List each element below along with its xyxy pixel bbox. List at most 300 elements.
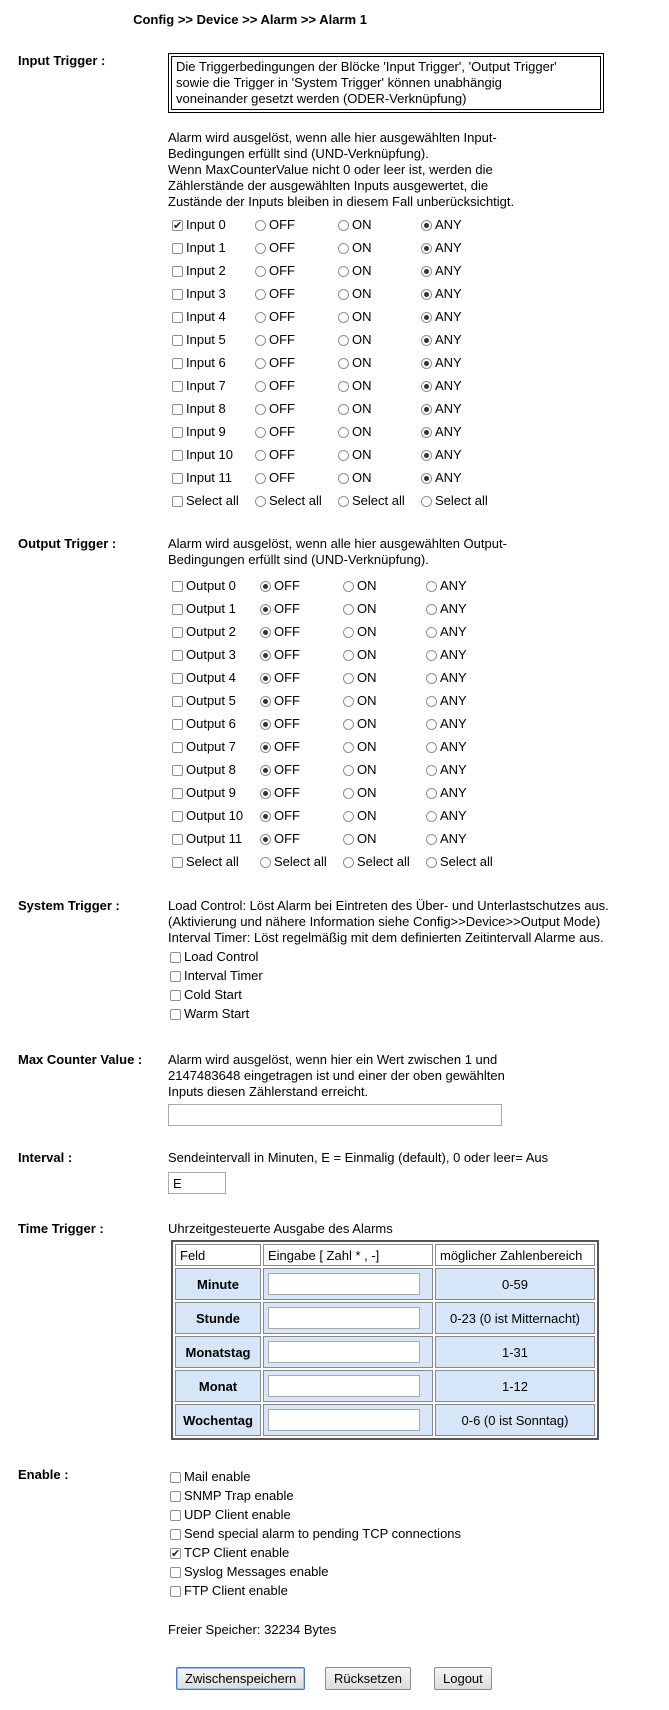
output-radio-any[interactable] <box>426 761 467 779</box>
system-trigger-item[interactable] <box>170 986 242 1004</box>
time-field-input[interactable] <box>268 1341 420 1363</box>
radio-button[interactable] <box>338 450 349 461</box>
input-checkbox-cell[interactable] <box>172 469 232 487</box>
select-all-label: Select all <box>186 854 239 869</box>
radio-button[interactable] <box>426 627 437 638</box>
system-trigger-item[interactable] <box>170 967 263 985</box>
input-radio-on[interactable] <box>338 469 372 487</box>
radio-label: OFF <box>274 693 300 708</box>
time-field-input-cell <box>263 1404 433 1436</box>
output-row <box>172 784 632 804</box>
table-row <box>175 1302 595 1334</box>
input-radio-any[interactable] <box>421 239 462 257</box>
radio-button[interactable] <box>426 719 437 730</box>
interval-input[interactable] <box>168 1172 226 1194</box>
output-checkbox[interactable] <box>172 673 183 684</box>
enable-item-label: Syslog Messages enable <box>184 1564 329 1579</box>
radio-button[interactable] <box>421 427 432 438</box>
output-radio-any[interactable] <box>426 577 467 595</box>
output-name: Output 7 <box>186 739 236 754</box>
checkbox[interactable] <box>172 857 183 868</box>
output-radio-any[interactable] <box>426 646 467 664</box>
output-radio-off[interactable] <box>260 692 300 710</box>
output-checkbox[interactable] <box>172 788 183 799</box>
radio-button[interactable] <box>260 627 271 638</box>
input-checkbox-cell[interactable] <box>172 239 226 257</box>
input-checkbox-cell[interactable] <box>172 423 226 441</box>
radio-button[interactable] <box>426 742 437 753</box>
input-radio-off[interactable] <box>255 239 295 257</box>
radio-button[interactable] <box>343 673 354 684</box>
radio-button[interactable] <box>255 427 266 438</box>
output-name: Output 0 <box>186 578 236 593</box>
input-checkbox[interactable] <box>172 243 183 254</box>
input-radio-off[interactable] <box>255 216 295 234</box>
time-field-input[interactable] <box>268 1273 420 1295</box>
input-checkbox[interactable] <box>172 335 183 346</box>
input-radio-on[interactable] <box>338 308 372 326</box>
output-select-all-on[interactable] <box>343 853 410 871</box>
radio-button[interactable] <box>343 857 354 868</box>
radio-button[interactable] <box>343 627 354 638</box>
radio-button[interactable] <box>260 765 271 776</box>
output-checkbox-cell[interactable] <box>172 692 236 710</box>
radio-button[interactable] <box>255 496 266 507</box>
output-radio-any[interactable] <box>426 807 467 825</box>
output-checkbox-cell[interactable] <box>172 807 243 825</box>
radio-label: ON <box>352 286 372 301</box>
input-name: Input 11 <box>186 470 233 485</box>
radio-button[interactable] <box>426 857 437 868</box>
radio-label: OFF <box>269 217 295 232</box>
output-checkbox-cell[interactable] <box>172 669 236 687</box>
radio-label: ANY <box>440 693 467 708</box>
input-radio-off[interactable] <box>255 400 295 418</box>
output-radio-off[interactable] <box>260 830 300 848</box>
output-checkbox[interactable] <box>172 696 183 707</box>
radio-button[interactable] <box>426 811 437 822</box>
output-row <box>172 669 632 689</box>
output-radio-on[interactable] <box>343 692 377 710</box>
radio-button[interactable] <box>338 473 349 484</box>
input-radio-any[interactable] <box>421 469 462 487</box>
input-radio-any[interactable] <box>421 377 462 395</box>
table-header-row <box>175 1244 595 1266</box>
output-radio-off[interactable] <box>260 807 300 825</box>
output-radio-any[interactable] <box>426 784 467 802</box>
input-radio-on[interactable] <box>338 262 372 280</box>
input-checkbox[interactable] <box>172 450 183 461</box>
input-radio-off[interactable] <box>255 331 295 349</box>
input-radio-off[interactable] <box>255 285 295 303</box>
input-select-all-off[interactable] <box>255 492 322 510</box>
input-select-all-any[interactable] <box>421 492 488 510</box>
radio-button[interactable] <box>343 788 354 799</box>
input-select-all-checkbox[interactable] <box>172 492 239 510</box>
input-radio-any[interactable] <box>421 446 462 464</box>
radio-button[interactable] <box>426 765 437 776</box>
input-radio-on[interactable] <box>338 285 372 303</box>
radio-button[interactable] <box>255 266 266 277</box>
system-trigger-checkbox[interactable] <box>170 971 181 982</box>
radio-button[interactable] <box>343 811 354 822</box>
radio-button[interactable] <box>255 312 266 323</box>
enable-item[interactable] <box>170 1544 289 1562</box>
output-radio-on[interactable] <box>343 669 377 687</box>
output-radio-off[interactable] <box>260 646 300 664</box>
radio-button[interactable] <box>255 450 266 461</box>
radio-button[interactable] <box>260 834 271 845</box>
radio-button[interactable] <box>426 604 437 615</box>
output-select-all-off[interactable] <box>260 853 327 871</box>
enable-checkbox[interactable] <box>170 1548 181 1559</box>
save-button[interactable]: Zwischenspeichern <box>176 1667 305 1690</box>
input-radio-on[interactable] <box>338 400 372 418</box>
input-checkbox[interactable] <box>172 381 183 392</box>
output-checkbox-cell[interactable] <box>172 784 236 802</box>
radio-button[interactable] <box>260 673 271 684</box>
output-radio-on[interactable] <box>343 830 377 848</box>
radio-button[interactable] <box>260 650 271 661</box>
input-radio-on[interactable] <box>338 354 372 372</box>
output-radio-off[interactable] <box>260 600 300 618</box>
output-radio-on[interactable] <box>343 600 377 618</box>
input-radio-off[interactable] <box>255 354 295 372</box>
input-radio-any[interactable] <box>421 423 462 441</box>
input-radio-off[interactable] <box>255 262 295 280</box>
output-checkbox[interactable] <box>172 719 183 730</box>
radio-button[interactable] <box>338 496 349 507</box>
radio-button[interactable] <box>255 220 266 231</box>
time-field-name: Minute <box>175 1268 261 1300</box>
output-radio-any[interactable] <box>426 830 467 848</box>
radio-label: ON <box>357 601 377 616</box>
checkbox[interactable] <box>172 496 183 507</box>
input-radio-on[interactable] <box>338 216 372 234</box>
output-radio-on[interactable] <box>343 738 377 756</box>
output-radio-off[interactable] <box>260 669 300 687</box>
interval-description: Sendeintervall in Minuten, E = Einmalig (default), 0 oder leer= Aus <box>168 1150 549 1165</box>
output-radio-on[interactable] <box>343 646 377 664</box>
time-field-name: Stunde <box>175 1302 261 1334</box>
input-checkbox-cell[interactable] <box>172 354 226 372</box>
radio-button[interactable] <box>255 473 266 484</box>
input-checkbox-cell[interactable] <box>172 331 226 349</box>
input-checkbox[interactable] <box>172 220 183 231</box>
output-row <box>172 738 632 758</box>
enable-item-label: SNMP Trap enable <box>184 1488 294 1503</box>
output-checkbox[interactable] <box>172 811 183 822</box>
radio-button[interactable] <box>255 358 266 369</box>
radio-label: ON <box>357 739 377 754</box>
input-checkbox[interactable] <box>172 404 183 415</box>
time-field-input[interactable] <box>268 1375 420 1397</box>
radio-label: ANY <box>440 670 467 685</box>
enable-checkbox[interactable] <box>170 1491 181 1502</box>
output-radio-any[interactable] <box>426 669 467 687</box>
output-radio-on[interactable] <box>343 715 377 733</box>
output-trigger-label: Output Trigger : <box>18 536 117 551</box>
radio-button[interactable] <box>421 243 432 254</box>
input-checkbox-cell[interactable] <box>172 262 226 280</box>
enable-item[interactable] <box>170 1563 329 1581</box>
radio-button[interactable] <box>260 696 271 707</box>
radio-button[interactable] <box>421 381 432 392</box>
output-checkbox[interactable] <box>172 604 183 615</box>
select-all-label: Select all <box>357 854 410 869</box>
output-checkbox[interactable] <box>172 627 183 638</box>
radio-label: ANY <box>435 286 462 301</box>
radio-button[interactable] <box>338 381 349 392</box>
column-header-range: möglicher Zahlenbereich <box>435 1244 595 1266</box>
input-radio-on[interactable] <box>338 331 372 349</box>
output-name: Output 10 <box>186 808 244 823</box>
output-row <box>172 807 632 827</box>
output-radio-on[interactable] <box>343 577 377 595</box>
output-checkbox[interactable] <box>172 581 183 592</box>
output-radio-off[interactable] <box>260 623 300 641</box>
radio-button[interactable] <box>338 220 349 231</box>
radio-button[interactable] <box>426 673 437 684</box>
radio-button[interactable] <box>421 404 432 415</box>
input-row <box>172 216 632 236</box>
radio-button[interactable] <box>421 496 432 507</box>
input-name: Input 9 <box>186 424 226 439</box>
input-radio-any[interactable] <box>421 285 462 303</box>
input-row <box>172 239 632 259</box>
input-checkbox[interactable] <box>172 358 183 369</box>
enable-item[interactable] <box>170 1582 288 1600</box>
input-radio-any[interactable] <box>421 262 462 280</box>
radio-button[interactable] <box>426 650 437 661</box>
system-trigger-item[interactable] <box>170 948 258 966</box>
radio-label: ON <box>352 378 372 393</box>
enable-item-label: FTP Client enable <box>184 1583 288 1598</box>
radio-button[interactable] <box>343 765 354 776</box>
input-name: Input 4 <box>186 309 226 324</box>
input-name: Input 2 <box>186 263 226 278</box>
radio-button[interactable] <box>260 581 271 592</box>
input-radio-on[interactable] <box>338 377 372 395</box>
enable-item[interactable] <box>170 1525 461 1543</box>
enable-item-label: Send special alarm to pending TCP connections <box>184 1526 462 1541</box>
output-radio-off[interactable] <box>260 715 300 733</box>
radio-button[interactable] <box>255 243 266 254</box>
radio-button[interactable] <box>421 220 432 231</box>
reset-button[interactable]: Rücksetzen <box>325 1667 411 1690</box>
radio-button[interactable] <box>338 358 349 369</box>
radio-button[interactable] <box>421 335 432 346</box>
output-radio-off[interactable] <box>260 738 300 756</box>
table-row <box>175 1336 595 1368</box>
output-select-all-any[interactable] <box>426 853 493 871</box>
enable-checkbox[interactable] <box>170 1586 181 1597</box>
page-title: Config >> Device >> Alarm >> Alarm 1 <box>133 12 367 27</box>
time-field-input[interactable] <box>268 1307 420 1329</box>
enable-item[interactable] <box>170 1506 291 1524</box>
radio-button[interactable] <box>338 243 349 254</box>
input-checkbox-cell[interactable] <box>172 377 226 395</box>
input-radio-on[interactable] <box>338 423 372 441</box>
radio-label: ON <box>357 670 377 685</box>
radio-button[interactable] <box>338 404 349 415</box>
output-checkbox-cell[interactable] <box>172 646 236 664</box>
input-radio-any[interactable] <box>421 216 462 234</box>
input-radio-off[interactable] <box>255 308 295 326</box>
radio-button[interactable] <box>343 719 354 730</box>
radio-button[interactable] <box>338 335 349 346</box>
output-select-all-checkbox[interactable] <box>172 853 239 871</box>
desc-line: Alarm wird ausgelöst, wenn alle hier ausgewählten Output- <box>168 536 507 551</box>
input-checkbox-cell[interactable] <box>172 446 233 464</box>
radio-button[interactable] <box>255 335 266 346</box>
input-radio-off[interactable] <box>255 469 295 487</box>
radio-button[interactable] <box>343 581 354 592</box>
note-line: sowie die Trigger in 'System Trigger' können unabhängig <box>176 75 502 90</box>
radio-button[interactable] <box>343 650 354 661</box>
output-checkbox[interactable] <box>172 650 183 661</box>
system-trigger-item[interactable] <box>170 1005 249 1023</box>
enable-item[interactable] <box>170 1468 251 1486</box>
time-field-range: 1-12 <box>435 1370 595 1402</box>
output-radio-off[interactable] <box>260 577 300 595</box>
output-checkbox-cell[interactable] <box>172 577 236 595</box>
input-radio-any[interactable] <box>421 331 462 349</box>
enable-checkbox[interactable] <box>170 1472 181 1483</box>
system-trigger-checkbox[interactable] <box>170 990 181 1001</box>
input-radio-on[interactable] <box>338 446 372 464</box>
output-radio-on[interactable] <box>343 761 377 779</box>
radio-button[interactable] <box>421 473 432 484</box>
output-radio-off[interactable] <box>260 761 300 779</box>
radio-label: OFF <box>269 355 295 370</box>
output-radio-on[interactable] <box>343 784 377 802</box>
system-trigger-checkbox[interactable] <box>170 952 181 963</box>
input-radio-any[interactable] <box>421 308 462 326</box>
system-trigger-checkbox[interactable] <box>170 1009 181 1020</box>
input-radio-off[interactable] <box>255 423 295 441</box>
output-checkbox-cell[interactable] <box>172 623 236 641</box>
input-radio-off[interactable] <box>255 377 295 395</box>
input-checkbox[interactable] <box>172 289 183 300</box>
enable-checkbox[interactable] <box>170 1529 181 1540</box>
note-line: Die Triggerbedingungen der Blöcke 'Input Trigger', 'Output Trigger' <box>176 59 557 74</box>
output-radio-any[interactable] <box>426 715 467 733</box>
input-name: Input 6 <box>186 355 226 370</box>
input-checkbox-cell[interactable] <box>172 400 226 418</box>
output-radio-off[interactable] <box>260 784 300 802</box>
input-name: Input 8 <box>186 401 226 416</box>
max-counter-input[interactable] <box>168 1104 502 1126</box>
radio-button[interactable] <box>255 289 266 300</box>
output-checkbox[interactable] <box>172 834 183 845</box>
radio-button[interactable] <box>421 312 432 323</box>
output-radio-any[interactable] <box>426 692 467 710</box>
radio-button[interactable] <box>260 788 271 799</box>
logout-button[interactable]: Logout <box>434 1667 492 1690</box>
output-radio-on[interactable] <box>343 623 377 641</box>
radio-button[interactable] <box>338 427 349 438</box>
radio-button[interactable] <box>260 604 271 615</box>
output-radio-any[interactable] <box>426 623 467 641</box>
radio-button[interactable] <box>343 696 354 707</box>
radio-button[interactable] <box>426 834 437 845</box>
radio-button[interactable] <box>338 266 349 277</box>
radio-button[interactable] <box>426 696 437 707</box>
input-radio-off[interactable] <box>255 446 295 464</box>
radio-button[interactable] <box>260 857 271 868</box>
radio-button[interactable] <box>338 312 349 323</box>
enable-checkbox[interactable] <box>170 1510 181 1521</box>
radio-label: ON <box>357 647 377 662</box>
output-checkbox[interactable] <box>172 742 183 753</box>
radio-button[interactable] <box>421 289 432 300</box>
radio-button[interactable] <box>343 834 354 845</box>
radio-button[interactable] <box>260 719 271 730</box>
output-row <box>172 715 632 735</box>
desc-line: Wenn MaxCounterValue nicht 0 oder leer ist, werden die <box>168 162 493 177</box>
input-checkbox[interactable] <box>172 312 183 323</box>
input-radio-any[interactable] <box>421 354 462 372</box>
radio-button[interactable] <box>421 266 432 277</box>
radio-label: ON <box>352 355 372 370</box>
radio-button[interactable] <box>338 289 349 300</box>
input-radio-any[interactable] <box>421 400 462 418</box>
radio-button[interactable] <box>343 604 354 615</box>
input-checkbox[interactable] <box>172 266 183 277</box>
radio-button[interactable] <box>426 581 437 592</box>
input-checkbox-cell[interactable] <box>172 216 226 234</box>
output-checkbox-cell[interactable] <box>172 738 236 756</box>
system-trigger-item-label: Cold Start <box>184 987 242 1002</box>
input-checkbox-cell[interactable] <box>172 308 226 326</box>
output-radio-on[interactable] <box>343 807 377 825</box>
radio-button[interactable] <box>255 404 266 415</box>
output-checkbox-cell[interactable] <box>172 600 236 618</box>
enable-checkbox[interactable] <box>170 1567 181 1578</box>
output-radio-any[interactable] <box>426 600 467 618</box>
radio-button[interactable] <box>255 381 266 392</box>
output-checkbox-cell[interactable] <box>172 830 242 848</box>
select-all-label: Select all <box>186 493 239 508</box>
input-checkbox[interactable] <box>172 473 183 484</box>
output-checkbox-cell[interactable] <box>172 715 236 733</box>
radio-label: OFF <box>274 601 300 616</box>
radio-button[interactable] <box>421 450 432 461</box>
input-radio-on[interactable] <box>338 239 372 257</box>
radio-button[interactable] <box>260 742 271 753</box>
desc-line: Inputs diesen Zählerstand erreicht. <box>168 1084 369 1099</box>
input-checkbox[interactable] <box>172 427 183 438</box>
time-trigger-table <box>171 1240 599 1440</box>
radio-label: OFF <box>269 424 295 439</box>
radio-button[interactable] <box>343 742 354 753</box>
radio-button[interactable] <box>421 358 432 369</box>
input-select-all-on[interactable] <box>338 492 405 510</box>
time-field-input[interactable] <box>268 1409 420 1431</box>
radio-label: ANY <box>440 808 467 823</box>
system-trigger-item-label: Warm Start <box>184 1006 250 1021</box>
output-checkbox[interactable] <box>172 765 183 776</box>
output-checkbox-cell[interactable] <box>172 761 236 779</box>
system-trigger-label: System Trigger : <box>18 898 120 913</box>
radio-button[interactable] <box>260 811 271 822</box>
radio-button[interactable] <box>426 788 437 799</box>
input-checkbox-cell[interactable] <box>172 285 226 303</box>
output-radio-any[interactable] <box>426 738 467 756</box>
enable-item[interactable] <box>170 1487 294 1505</box>
radio-label: ANY <box>435 309 462 324</box>
